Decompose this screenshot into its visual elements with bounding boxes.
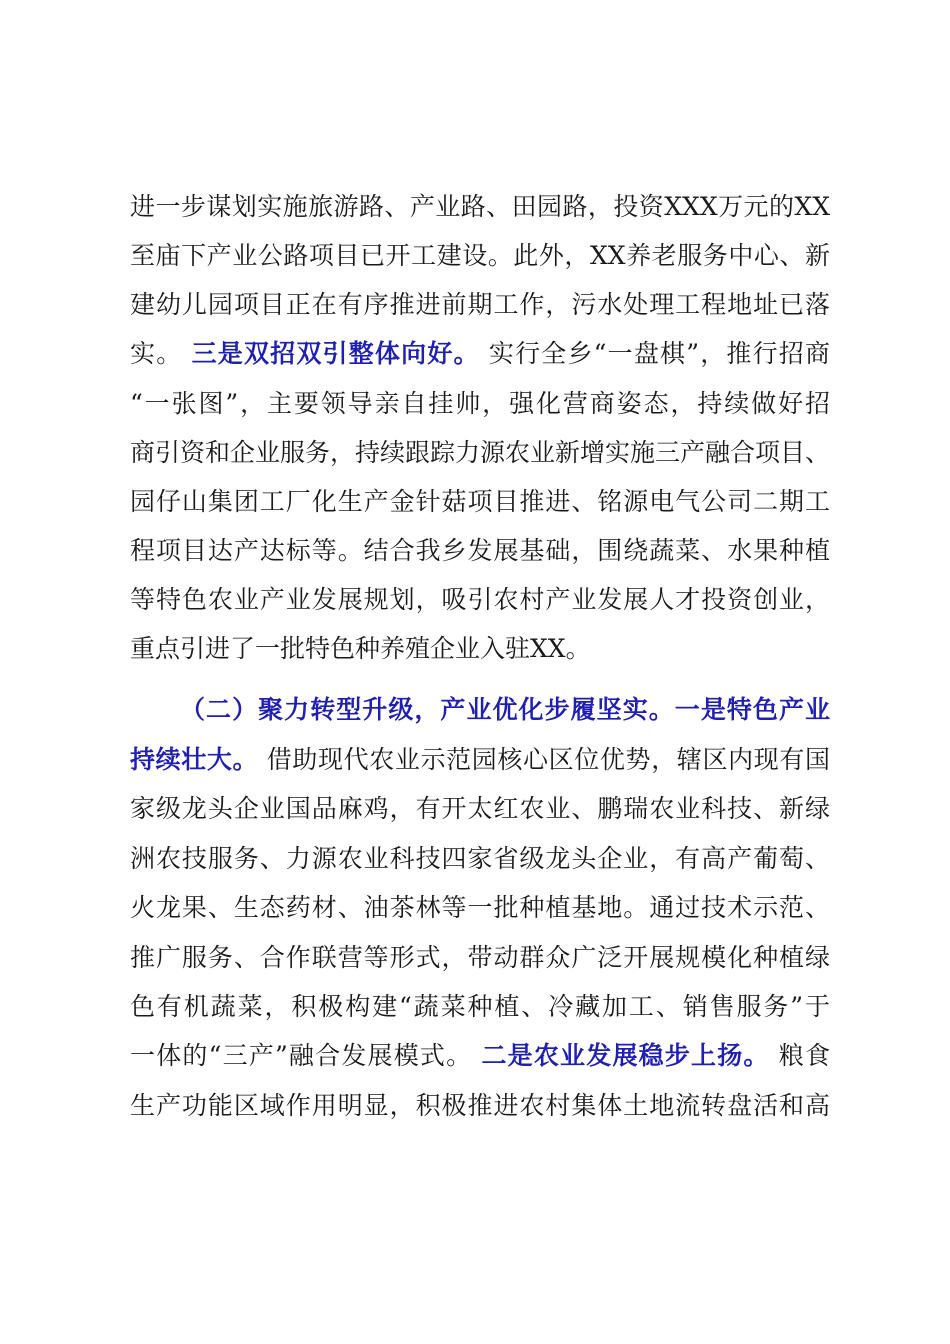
text-run: 园仔山集团工厂化生产金针菇项目推进、铭源电气公司二期工: [130, 487, 830, 516]
text-line: [130, 429, 830, 477]
text-run: 进一步谋划实施旅游路、产业路、田园路，投资XXX万元的XX: [130, 192, 830, 221]
text-run: 一体的“三产”融合发展模式。: [130, 1041, 473, 1070]
text-run: 程项目达产达标等。结合我乡发展基础，围绕蔬菜、水果种植: [130, 536, 830, 565]
text-line: [130, 1082, 830, 1130]
bold-heading-run: 持续壮大。: [130, 745, 259, 774]
text-run: 至庙下产业公路项目已开工建设。此外，XX养老服务中心、新: [130, 241, 830, 270]
text-run: 粮食: [778, 1041, 830, 1070]
text-line: [130, 983, 830, 1031]
section-heading-line: [180, 686, 830, 734]
text-line: [130, 736, 830, 784]
text-run: 借助现代农业示范园核心区位优势，辖区内现有国: [266, 745, 830, 774]
text-run: 等特色农业产业发展规划，吸引农村产业发展人才投资创业，: [130, 585, 830, 614]
text-line: [130, 183, 830, 231]
text-line: [130, 478, 830, 526]
bold-heading-run: 二是农业发展稳步上扬。: [481, 1041, 770, 1070]
text-line: [130, 380, 830, 428]
text-line: [130, 884, 830, 932]
text-run: 火龙果、生态药材、油茶林等一批种植基地。通过技术示范、: [130, 893, 830, 922]
bold-heading-run: 三是双招双引整体向好。: [191, 339, 480, 368]
text-line: [130, 1032, 830, 1080]
text-run: 商引资和企业服务，持续跟踪力源农业新增实施三产融合项目、: [130, 438, 831, 467]
text-run: 家级龙头企业国品麻鸡，有开太红农业、鹏瑞农业科技、新绿: [130, 794, 830, 823]
text-run: 推广服务、合作联营等形式，带动群众广泛开展规模化种植绿: [130, 943, 830, 972]
text-line: [130, 785, 830, 833]
text-run: “一张图”，主要领导亲自挂帅，强化营商姿态，持续做好招: [130, 389, 830, 418]
text-line: [130, 232, 830, 280]
text-run: 实。: [130, 339, 183, 368]
bold-heading-run: （二）聚力转型升级，产业优化步履坚实。一是特色产业: [180, 695, 830, 724]
text-line: [130, 576, 830, 624]
text-line: [130, 281, 830, 329]
text-run: 生产功能区域作用明显，积极推进农村集体土地流转盘活和高: [130, 1091, 830, 1120]
text-run: 重点引进了一批特色种养殖企业入驻XX。: [130, 634, 591, 663]
text-run: 实行全乡“一盘棋”，推行招商: [488, 339, 830, 368]
text-line: [130, 934, 830, 982]
text-run: 建幼儿园项目正在有序推进前期工作，污水处理工程地址已落: [130, 290, 830, 319]
text-line: [130, 835, 830, 883]
text-run: 色有机蔬菜，积极构建“蔬菜种植、冷藏加工、销售服务”于: [130, 992, 830, 1021]
text-run: 洲农技服务、力源农业科技四家省级龙头企业，有高产葡萄、: [130, 844, 830, 873]
text-line: [130, 625, 830, 673]
text-line: [130, 330, 830, 378]
text-line: [130, 527, 830, 575]
